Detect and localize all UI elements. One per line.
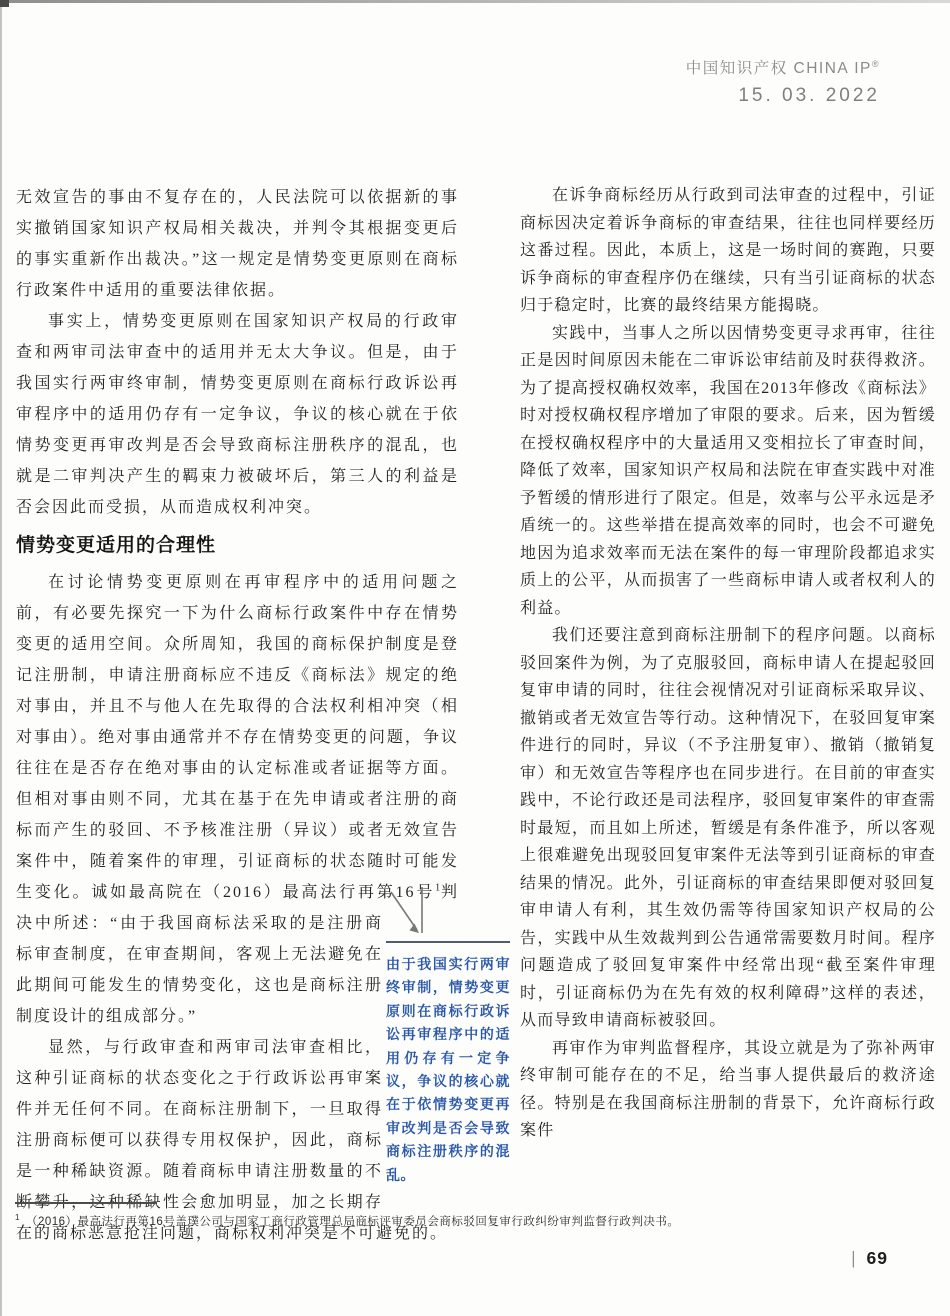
paragraph: 在诉争商标经历从行政到司法审查的过程中，引证商标因决定着诉争商标的审查结果，往往也同样要经历这番过程。因此，本质上，这是一场时间的赛跑，只要诉争商标的审查程序仍在继续，只有当引证商标的状态归于稳定时，比赛的最终结果方能揭晓。 [520, 187, 936, 314]
paragraph: 显然，与行政审查和两审司法审查相比，这种引证商标的状态变化之于行政诉讼再审案件并无任何不同。在商标注册制下，一旦取得注册商标便可以获得专用权保护，因此，商标是一种稀缺资源。随着商标申请注册数量的不断攀升，这种稀缺性会愈加明显，加之长期存在的商标恶意抢注问题，商标权利冲突是不可避免的。 [16, 1039, 449, 1242]
pull-quote [386, 886, 510, 1187]
paragraph: 事实上，情势变更原则在国家知识产权局的行政审查和两审司法审查中的适用并无太大争议。但是，由于我国实行两审终审制，情势变更原则在商标行政诉讼再审程序中的适用仍存有一定争议，争议的核心就在于依情势变更再审改判是否会导致商标注册秩序的混乱，也就是二审判决产生的羁束力被破坏后，第三人的利益是否会因此而受损，从而造成权利冲突。 [16, 313, 459, 516]
right-column [520, 182, 936, 1145]
magazine-title [686, 56, 880, 78]
footnote-line [15, 1213, 920, 1229]
footnote [15, 1202, 920, 1229]
paragraph-text: 在讨论情势变更原则在再审程序中的适用问题之前，有必要先探究一下为什么商标行政案件中存在情势变更的适用空间。众所周知，我国的商标保护制度是登记注册制，申请注册商标应不违反《商标法》规定的绝对事由，并且不与他人在先取得的合法权利相冲突（相对事由）。绝对事由通常并不存在情势变更的问题，争议往往在是否存在绝对事由的认定标准或者证据等方面。但相对事由则不同，尤其在基于在先申请或者注册的商标而产生的驳回、不予核准注册（异议）或者无效宣告案件中，随着案件的审理，引证商标的状态随时可能发生变化。诚如最高院在（2016）最高法行再第16号 [16, 574, 459, 901]
page-number-block [851, 1248, 888, 1269]
footnote-marker: 1 [15, 1213, 20, 1223]
page-number: 69 [866, 1248, 888, 1268]
paragraph: 再审作为审判监督程序，其设立就是为了弥补两审终审制可能存在的不足，给当事人提供最后的救济途径。特别是在我国商标注册制的背景下，允许商标行政案件 [520, 1039, 936, 1139]
scan-corner-mark [0, 0, 9, 7]
scan-edge-top [0, 0, 950, 3]
magazine-title-text: 中国知识产权 CHINA IP [685, 60, 872, 77]
section-heading: 情势变更适用的合理性 [16, 535, 217, 556]
diagonal-arrow-icon [388, 886, 432, 938]
pull-quote-rule [386, 941, 510, 943]
pull-quote-text: 由于我国实行两审终审制，情势变更原则在商标行政诉讼再审程序中的适用仍存有一定争议，争议的核心就在于依情势变更再审改判是否会导致商标注册秩序的混乱。 [386, 956, 510, 1183]
footnote-rule [15, 1202, 157, 1204]
paragraph: 实践中，当事人之所以因情势变更寻求再审，往往正是因时间原因未能在二审诉讼审结前及时获得救济。为了提高授权确权效率，我国在2013年修改《商标法》时对授权确权程序增加了审限的要求。后来，因为暂缓在授权确权程序中的大量适用又变相拉长了审查时间，降低了效率，国家知识产权局和法院在审查实践中对准予暂缓的情形进行了限定。但是，效率与公平永远是矛盾统一的。这些举措在提高效率的同时，也会不可避免地因为追求效率而无法在案件的每一审理阶段都追求实质上的公平，从而损害了一些商标申请人或者权利人的利益。 [520, 324, 936, 617]
scan-edge-left [0, 0, 2, 1316]
page-number-separator: | [851, 1248, 855, 1268]
paragraph-continued: 无效宣告的事由不复存在的，人民法院可以依据新的事实撤销国家知识产权局相关裁决，并判令其根据变更后的事实重新作出裁决。”这一规定是情势变更原则在商标行政案件中适用的重要法律依据。 [16, 189, 459, 299]
paragraph-text: 判决中所述：“由于我国商标法采取的是注册商标审查制度，在审查期间，客观上无法避免在此期间可能发生的情势变化，这也是商标注册制度设计的组成部分。” [16, 884, 459, 1025]
footnote-reference: 1 [435, 882, 441, 894]
registered-mark: ® [871, 58, 880, 69]
issue-date: 15. 03. 2022 [738, 85, 880, 106]
magazine-header [686, 56, 880, 107]
paragraph: 我们还要注意到商标注册制下的程序问题。以商标驳回案件为例，为了克服驳回，商标申请人在提起驳回复审申请的同时，往往会视情况对引证商标采取异议、撤销或者无效宣告等行动。这种情况下，在驳回复审案件进行的同时，异议（不予注册复审）、撤销（撤销复审）和无效宣告等程序也在同步进行。在目前的审查实践中，不论行政还是司法程序，驳回复审案件的审查需时最短，而且如上所述，暂缓是有条件准予，所以客观上很难避免出现驳回复审案件无法等到引证商标的审查结果的情况。此外，引证商标的审查结果即便对驳回复审申请人有利，其生效仍需等待国家知识产权局的公告，实践中从生效裁判到公告通常需要数月时间。程序问题造成了驳回复审案件中经常出现“截至案件审理时，引证商标仍为在先有效的权利障碍”这样的表述，从而导致申请商标被驳回。 [520, 627, 936, 1029]
footnote-text: （2016）最高法行再第16号盖璞公司与国家工商行政管理总局商标评审委员会商标驳回复审行政纠纷审判监督行政判决书。 [25, 1216, 680, 1228]
